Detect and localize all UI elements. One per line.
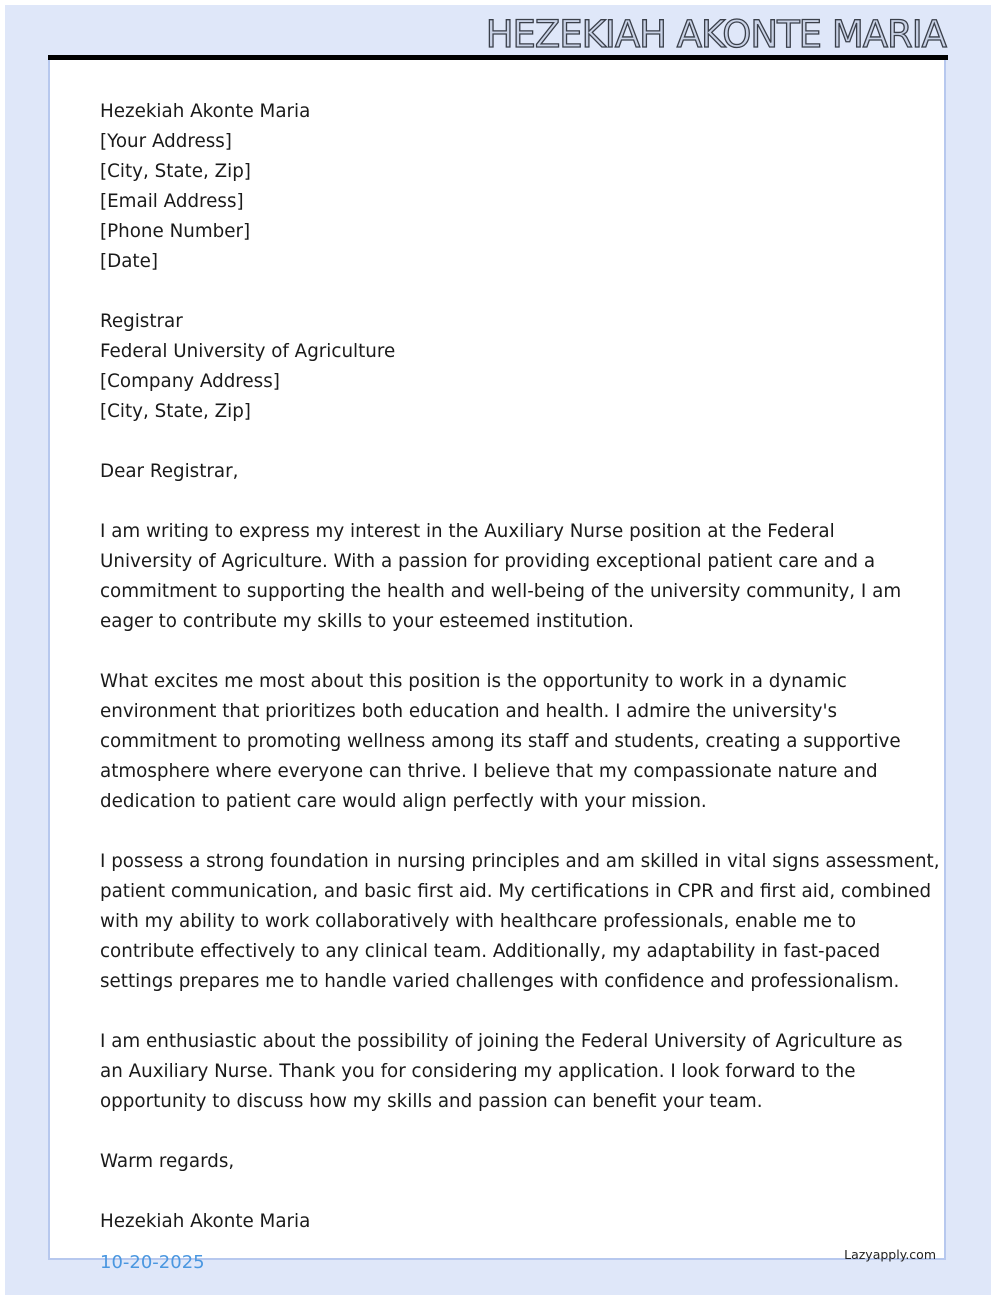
sender-address: [Your Address] — [100, 131, 232, 152]
sender-phone: [Phone Number] — [100, 221, 251, 242]
paragraph-line: patient communication, and basic first aid. My certifications in CPR and first aid, combined — [100, 881, 932, 902]
paragraph-3 — [100, 847, 940, 997]
salutation: Dear Registrar, — [100, 461, 239, 482]
paragraph-line: contribute effectively to any clinical team. Additionally, my adaptability in fast-paced — [100, 941, 881, 962]
paragraph-line: I am enthusiastic about the possibility of joining the Federal University of Agriculture as — [100, 1031, 903, 1052]
paragraph-2 — [100, 667, 900, 817]
paragraph-line: eager to contribute my skills to your esteemed institution. — [100, 611, 634, 632]
recipient-organization: Federal University of Agriculture — [100, 341, 396, 362]
sender-date: [Date] — [100, 251, 158, 272]
paragraph-line: with my ability to work collaboratively with healthcare professionals, enable me to — [100, 911, 857, 932]
sender-email: [Email Address] — [100, 191, 244, 212]
paragraph-line: commitment to promoting wellness among its staff and students, creating a supportive — [100, 731, 901, 752]
footer-date: 10-20-2025 — [100, 1252, 205, 1273]
paragraph-line: I am writing to express my interest in the Auxiliary Nurse position at the Federal — [100, 521, 835, 542]
header-name: HEZEKIAH AKONTE MARIA — [485, 13, 946, 56]
paragraph-line: commitment to supporting the health and well-being of the university community, I am — [100, 581, 902, 602]
paragraph-line: atmosphere where everyone can thrive. I believe that my compassionate nature and — [100, 761, 878, 782]
paragraph-line: What excites me most about this position is the opportunity to work in a dynamic — [100, 671, 847, 692]
paragraph-line: I possess a strong foundation in nursing principles and am skilled in vital signs assessment, — [100, 851, 940, 872]
sender-block — [100, 97, 900, 277]
paragraph-line: University of Agriculture. With a passion for providing exceptional patient care and a — [100, 551, 876, 572]
paragraph-line: settings prepares me to handle varied challenges with confidence and professionalism. — [100, 971, 900, 992]
recipient-address: [Company Address] — [100, 371, 280, 392]
paragraph-line: an Auxiliary Nurse. Thank you for considering my application. I look forward to the — [100, 1061, 856, 1082]
recipient-city-state-zip: [City, State, Zip] — [100, 401, 251, 422]
sender-name: Hezekiah Akonte Maria — [100, 101, 311, 122]
watermark: Lazyapply.com — [844, 1247, 936, 1262]
closing: Warm regards, — [100, 1151, 235, 1172]
paragraph-4 — [100, 1027, 903, 1117]
recipient-block — [100, 307, 900, 427]
letter-body — [100, 97, 940, 1237]
signature: Hezekiah Akonte Maria — [100, 1211, 311, 1232]
paragraph-line: dedication to patient care would align perfectly with your mission. — [100, 791, 707, 812]
sender-city-state-zip: [City, State, Zip] — [100, 161, 251, 182]
recipient-title: Registrar — [100, 311, 183, 332]
paragraph-line: opportunity to discuss how my skills and passion can benefit your team. — [100, 1091, 763, 1112]
paragraph-1 — [100, 517, 900, 637]
paragraph-line: environment that prioritizes both education and health. I admire the university's — [100, 701, 838, 722]
